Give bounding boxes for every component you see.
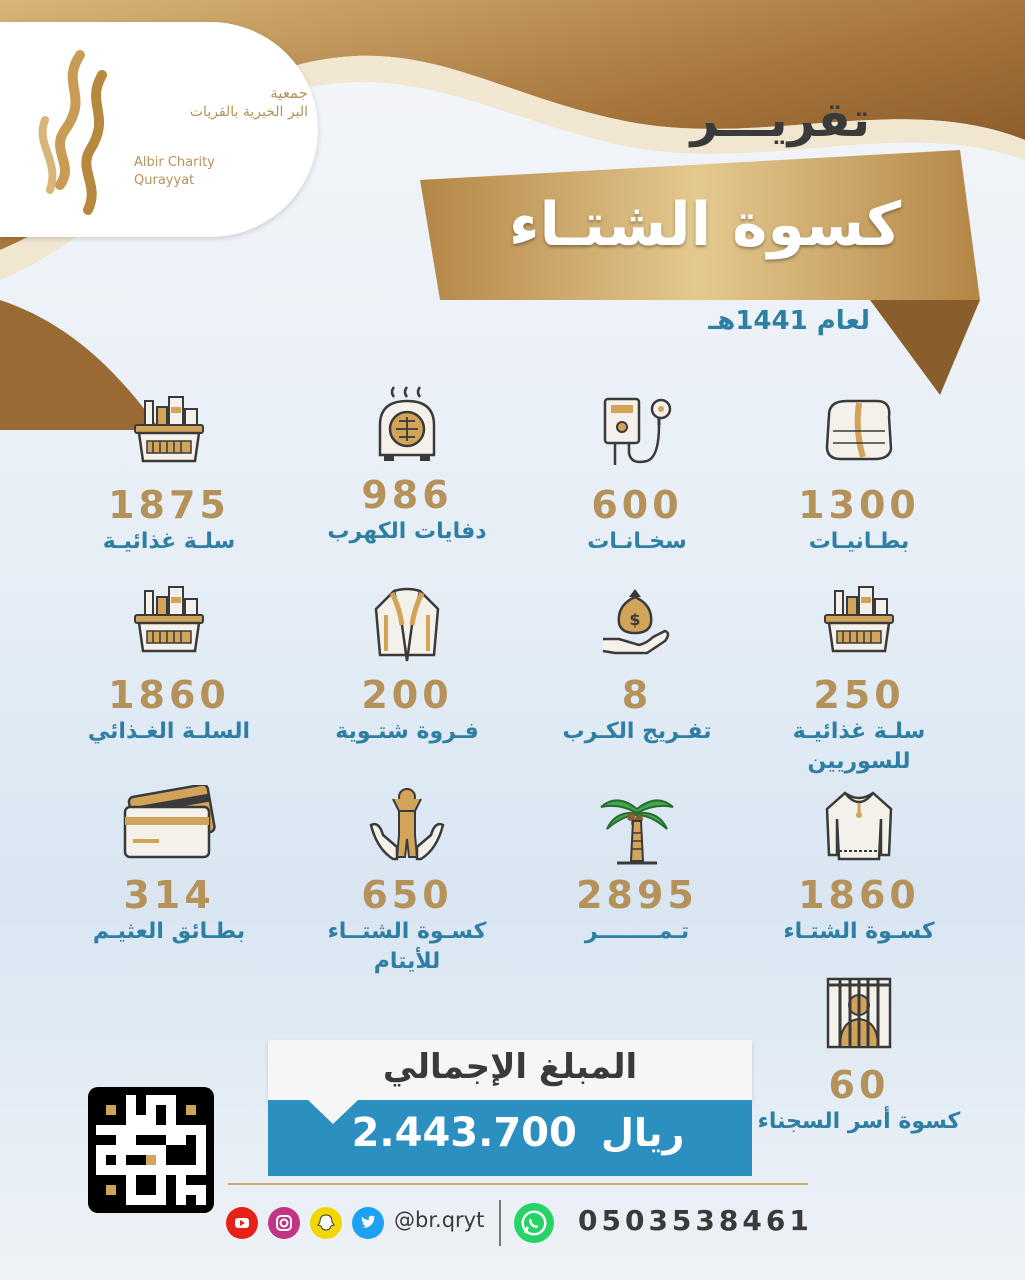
stat-value: 650 xyxy=(361,873,453,917)
title-ribbon xyxy=(420,150,980,400)
stat-item xyxy=(292,585,522,747)
stat-item xyxy=(522,395,752,557)
logo-arabic-line1: جمعية xyxy=(270,84,308,102)
stat-item xyxy=(744,785,974,947)
snapchat-icon[interactable] xyxy=(310,1207,342,1239)
youtube-icon[interactable] xyxy=(226,1207,258,1239)
total-label-box xyxy=(268,1040,752,1102)
stat-label: السلـة الغـذائي xyxy=(87,719,251,744)
stat-value: 60 xyxy=(828,1063,890,1107)
water-heater-icon xyxy=(522,395,752,477)
stat-value: 986 xyxy=(361,473,453,517)
stat-label: تـمــــــــر xyxy=(584,919,690,944)
twitter-icon[interactable] xyxy=(352,1207,384,1239)
stat-label: سلـة غذائيـة للسوريين xyxy=(792,719,926,774)
stat-value: 1860 xyxy=(798,873,920,917)
stat-label: سخـانـات xyxy=(587,529,687,554)
social-handle[interactable]: @br.qryt xyxy=(394,1208,485,1232)
cards-icon xyxy=(54,785,284,867)
stat-value: 8 xyxy=(621,673,653,717)
stat-value: 600 xyxy=(591,483,683,527)
stat-item xyxy=(54,785,284,947)
instagram-icon[interactable] xyxy=(268,1207,300,1239)
logo-english-line1: Albir Charity xyxy=(134,155,215,170)
whatsapp-icon[interactable] xyxy=(514,1203,554,1243)
stat-label: سلـة غذائيـة xyxy=(102,529,236,554)
stat-label: دفايات الكهرب xyxy=(327,519,487,544)
qr-code[interactable] xyxy=(88,1087,214,1213)
stat-item xyxy=(54,395,284,557)
stat-value: 1875 xyxy=(108,483,230,527)
stat-item xyxy=(522,785,752,947)
electric-heater-icon xyxy=(292,385,522,467)
palm-tree-icon xyxy=(522,785,752,867)
stat-item xyxy=(292,785,522,977)
stat-label: بطـائق العثيـم xyxy=(92,919,246,944)
stat-label: بطـانيـات xyxy=(808,529,910,554)
stat-item xyxy=(744,975,974,1137)
total-currency: ريال xyxy=(601,1111,685,1155)
winter-coat-icon xyxy=(292,585,522,667)
stat-value: 314 xyxy=(123,873,215,917)
total-amount-box xyxy=(268,1100,752,1176)
stat-value: 1860 xyxy=(108,673,230,717)
blanket-icon xyxy=(744,395,974,477)
stat-value: 1300 xyxy=(798,483,920,527)
total-block xyxy=(268,1040,752,1176)
logo-arabic-line2: البر الخيرية بالقريات xyxy=(189,104,308,120)
stat-label: كسوة أسر السجناء xyxy=(757,1109,961,1134)
year-label: لعام 1441هـ xyxy=(708,306,870,336)
stat-value: 2895 xyxy=(576,873,698,917)
stat-value: 250 xyxy=(813,673,905,717)
stat-value: 200 xyxy=(361,673,453,717)
total-amount: 2.443.700 xyxy=(351,1110,577,1156)
stat-item xyxy=(744,585,974,777)
logo-mark-icon xyxy=(20,50,130,220)
footer-divider xyxy=(228,1183,808,1185)
logo-card xyxy=(0,22,318,237)
prison-icon xyxy=(744,975,974,1057)
stat-item xyxy=(522,585,752,747)
svg-text:$: $ xyxy=(629,610,641,629)
phone-number[interactable]: 0503538461 xyxy=(578,1204,813,1237)
stat-label: كسـوة الشتـاء xyxy=(783,919,935,944)
footer-separator xyxy=(499,1200,501,1246)
money-hand-icon xyxy=(522,585,752,667)
stat-label: فـروة شتـوية xyxy=(335,719,479,744)
food-basket-icon xyxy=(54,585,284,667)
page-title: كسوة الشتـاء xyxy=(508,190,902,260)
stat-item xyxy=(292,385,522,547)
report-label: تقريـــر xyxy=(690,92,870,148)
sweater-icon xyxy=(744,785,974,867)
food-basket-icon xyxy=(744,585,974,667)
stat-label: تفـريج الكـرب xyxy=(562,719,712,744)
logo-english-line2: Qurayyat xyxy=(134,173,195,188)
orphan-hands-icon xyxy=(292,785,522,867)
total-label: المبلغ الإجمالي xyxy=(382,1047,638,1087)
stat-item xyxy=(54,585,284,747)
food-basket-icon xyxy=(54,395,284,477)
stat-label: كسـوة الشتــاء للأيتام xyxy=(327,919,487,974)
stat-item xyxy=(744,395,974,557)
